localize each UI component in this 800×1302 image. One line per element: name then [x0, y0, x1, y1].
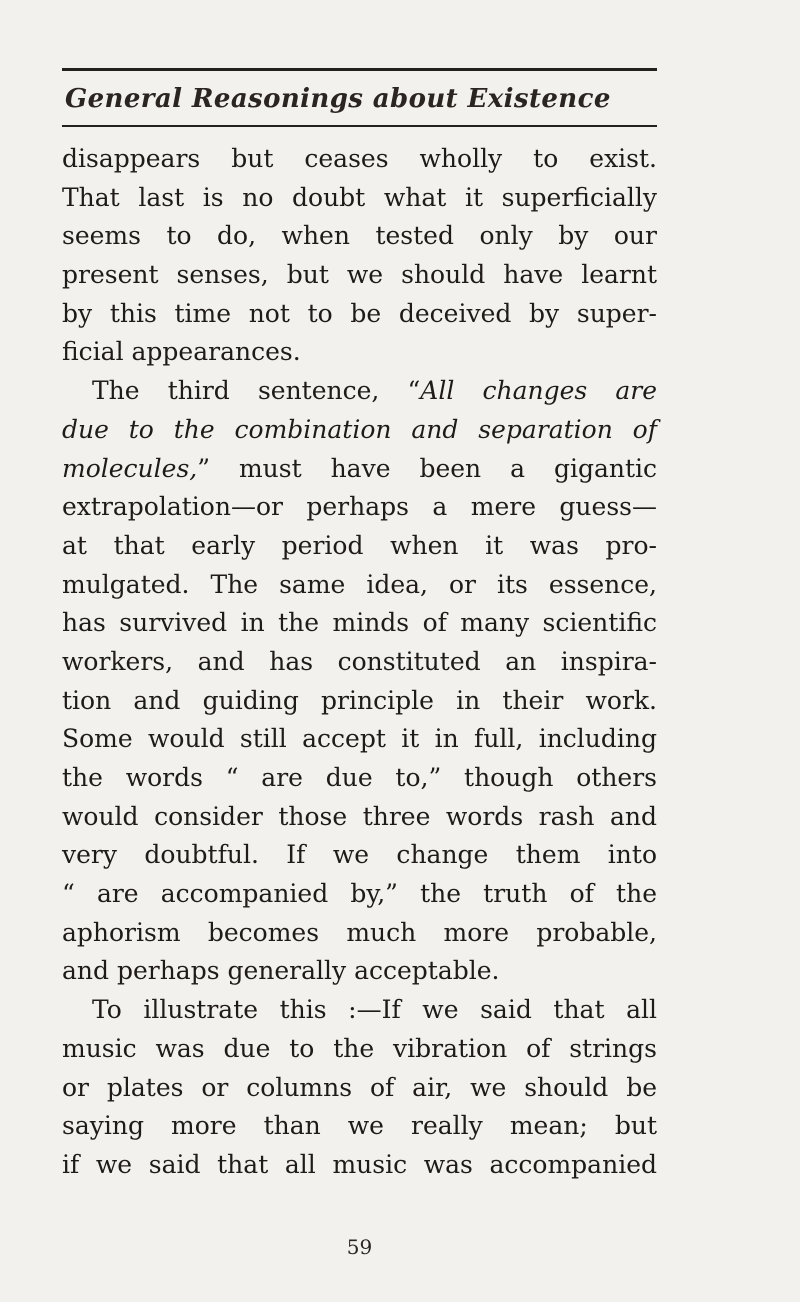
text-line: by this time not to be deceived by super- [62, 298, 657, 328]
text-line: To illustrate this :—If we said that all [92, 995, 657, 1025]
text-line: saying more than we really mean; but [62, 1111, 657, 1141]
italic-text: All changes are [420, 376, 658, 406]
text-line: ficial appearances. [62, 337, 301, 367]
text-line: mulgated. The same idea, or its essence, [62, 569, 657, 599]
text-line: extrapolation—or perhaps a mere guess— [62, 492, 657, 522]
text-line: very doubtful. If we change them into [62, 840, 657, 870]
page-number: 59 [346, 1235, 373, 1259]
text-line: would consider those three words rash and [62, 801, 657, 831]
body-text [62, 140, 657, 1185]
book-page [62, 68, 658, 1259]
text-line: if we said that all music was accompanied [62, 1149, 657, 1179]
header-rule-top [62, 68, 657, 71]
header-rule-bottom [62, 125, 657, 127]
text-line: tion and guiding principle in their work. [62, 685, 657, 715]
text-line: workers, and has constituted an inspira- [62, 646, 657, 676]
text-line: at that early period when it was pro- [62, 530, 657, 560]
text-span: The third sentence, “ [92, 376, 421, 406]
text-line: or plates or columns of air, we should be [62, 1072, 657, 1102]
text-line: and perhaps generally acceptable. [62, 956, 500, 986]
italic-text: molecules, [62, 453, 198, 483]
text-line: Some would still accept it in full, including [62, 724, 657, 754]
text-line: seems to do, when tested only by our [62, 221, 657, 251]
text-line: the words “ are due to,” though others [62, 763, 657, 792]
text-span: ” must have been a gigantic [197, 453, 657, 483]
running-head: General Reasonings about Existence [65, 84, 611, 114]
text-line: music was due to the vibration of strings [62, 1033, 657, 1063]
text-line [62, 372, 657, 411]
text-line: “ are accompanied by,” the truth of the [62, 879, 657, 909]
italic-text-line: due to the combination and separation of [62, 414, 657, 444]
text-line [62, 450, 657, 489]
text-line: That last is no doubt what it superficially [62, 182, 657, 212]
text-line: aphorism becomes much more probable, [62, 917, 657, 947]
text-line: has survived in the minds of many scientific [62, 608, 657, 638]
text-line: disappears but ceases wholly to exist. [62, 144, 657, 173]
text-line: present senses, but we should have learnt [62, 260, 657, 290]
